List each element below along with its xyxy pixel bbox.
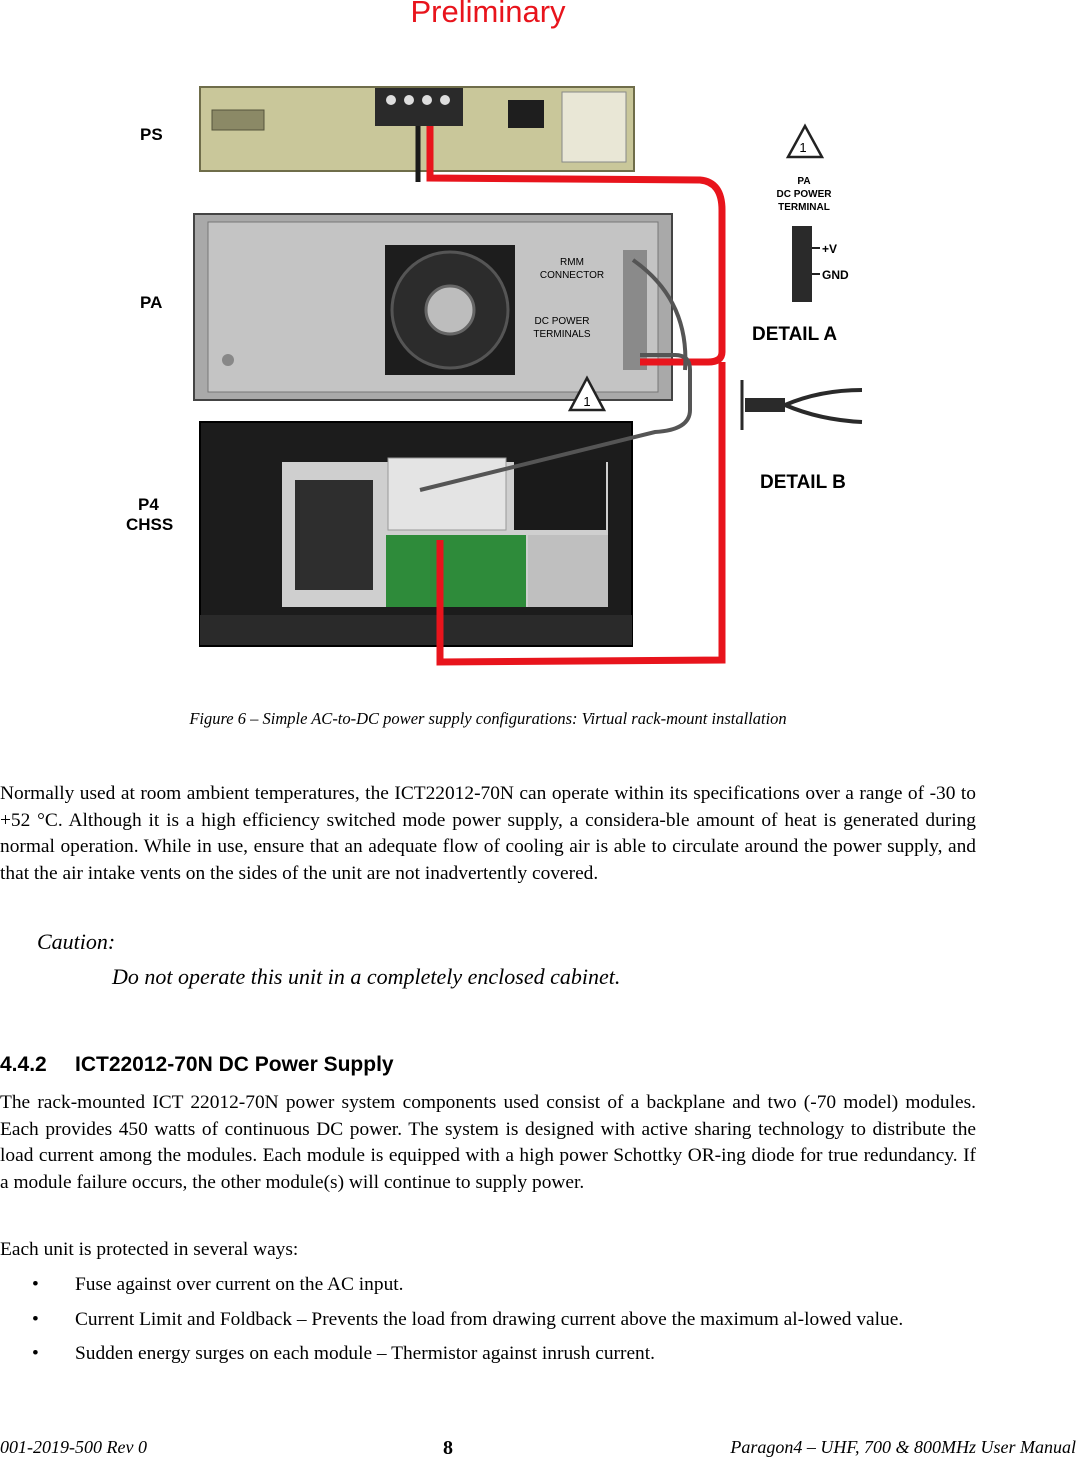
footer-manual-title: Paragon4 – UHF, 700 & 800MHz User Manual	[730, 1437, 1076, 1457]
label-rmm-connector: RMM CONNECTOR	[539, 257, 605, 281]
footer-page-number: 8	[443, 1437, 453, 1459]
label-detail-a: DETAIL A	[752, 324, 838, 345]
note-number-top: 1	[799, 140, 807, 155]
bullet-icon: •	[32, 1308, 39, 1330]
list-item: • Current Limit and Foldback – Prevents the load from drawing current above the maximum al-lowed value.	[0, 1307, 976, 1334]
protection-list	[0, 1272, 976, 1376]
footer-doc-number: 001-2019-500 Rev 0	[0, 1437, 147, 1457]
label-pa-dc-power-terminal: PA DC POWER TERMINAL	[776, 176, 832, 213]
note-number-pa: 1	[583, 394, 591, 409]
body-paragraph-power-system: The rack-mounted ICT 22012-70N power system components used consist of a backplane and two (-70 model) modules. Each provides 450 watts of continuous DC power. The system is designed with active sharing technology to distribute the load current among the modules. Each module is equipped with a high power Schottky OR-ing diode for true redundancy. If a module failure occurs, the other module(s) will continue to supply power.	[0, 1092, 976, 1193]
figure-illustration	[100, 70, 900, 690]
section-number: 4.4.2	[0, 1053, 47, 1076]
preliminary-watermark: Preliminary	[410, 0, 566, 29]
label-p4: P4	[138, 495, 159, 514]
bullet-icon: •	[32, 1274, 39, 1295]
pa-unit	[194, 214, 672, 400]
label-detail-b: DETAIL B	[760, 472, 846, 493]
label-ps: PS	[140, 125, 163, 144]
section-heading	[0, 1053, 394, 1077]
label-plus-v: +V	[822, 242, 838, 256]
figure-caption: Figure 6 – Simple AC-to-DC power supply configurations: Virtual rack-mount installation	[189, 709, 787, 728]
caution-text: Do not operate this unit in a completely enclosed cabinet.	[112, 964, 621, 989]
list-item: • Fuse against over current on the AC input.	[0, 1272, 976, 1299]
figure-power-supply-installation	[100, 70, 900, 690]
label-dc-power-terminals: DC POWER TERMINALS	[533, 316, 591, 340]
list-item: • Sudden energy surges on each module – Thermistor against inrush current.	[0, 1341, 976, 1368]
label-chss: CHSS	[126, 515, 174, 534]
label-pa: PA	[140, 293, 163, 312]
section-title: ICT22012-70N DC Power Supply	[75, 1053, 394, 1076]
label-gnd: GND	[822, 268, 849, 282]
terminal-block-detail	[792, 226, 812, 302]
connector-detail-b	[742, 380, 862, 430]
caution-label: Caution:	[37, 929, 116, 954]
body-paragraph-temperature: Normally used at room ambient temperatures, the ICT22012-70N can operate within its specifications over a range of -30 to +52 °C. Although it is a high efficiency switched mode power supply, a considera-ble amount of heat is generated during normal operation. While in use, ensure that an adequate flow of cooling air is able to circulate around the power supply, and that the air intake vents on the sides of the unit are not inadvertently covered.	[0, 783, 976, 884]
bullet-icon: •	[32, 1343, 39, 1364]
body-paragraph-protection-intro: Each unit is protected in several ways:	[0, 1239, 299, 1260]
